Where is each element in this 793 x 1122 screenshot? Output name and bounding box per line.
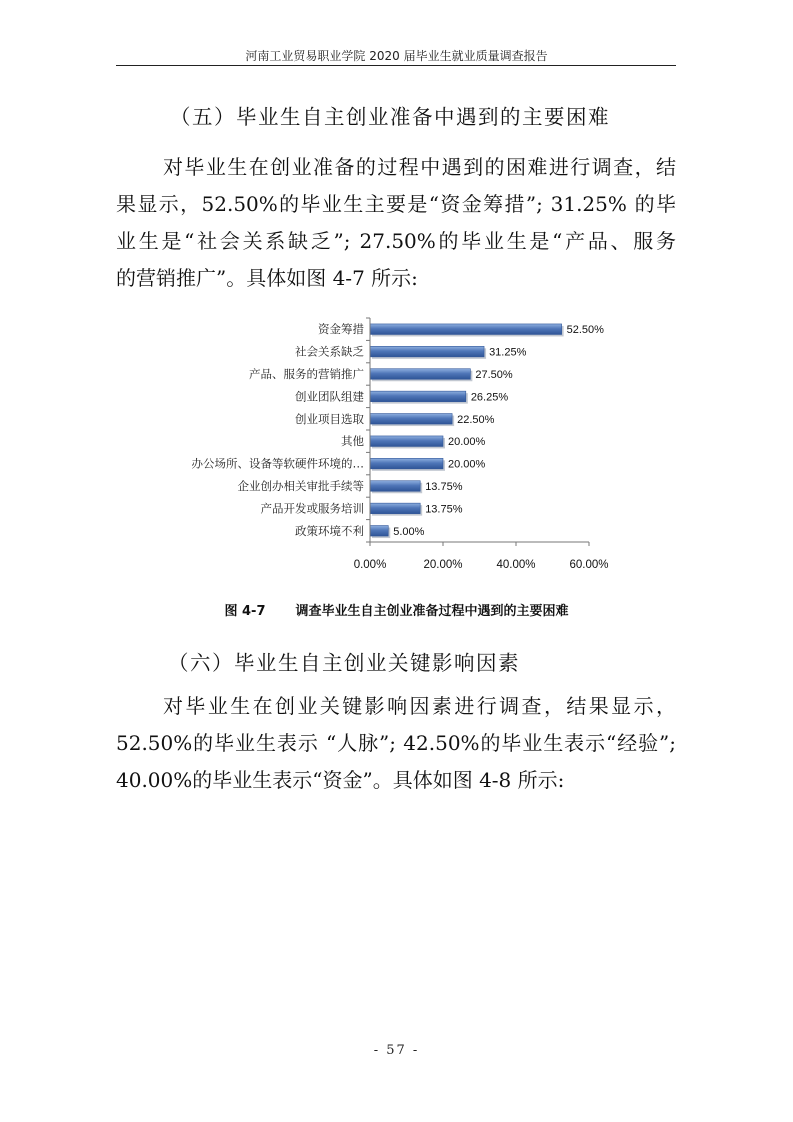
figure-caption-text: 调查毕业生自主创业准备过程中遇到的主要困难	[295, 604, 569, 619]
category-labels	[192, 322, 365, 538]
category-label: 产品开发或服务培训	[260, 501, 364, 516]
data-label: 27.50%	[475, 369, 513, 381]
paragraph-line: 对毕业生在创业准备的过程中遇到的困难进行调查，结	[163, 155, 676, 179]
category-label: 其他	[341, 434, 364, 449]
section-6-paragraph	[116, 688, 676, 799]
paragraph-line: 对毕业生在创业关键影响因素进行调查，结果显示，	[163, 694, 676, 718]
paragraph-line: 果显示，52.50%的毕业生主要是“资金筹措”; 31.25% 的毕	[116, 192, 676, 216]
x-tick-label: 20.00%	[423, 559, 463, 571]
figure-caption	[0, 600, 793, 619]
header-title: 河南工业贸易职业学院 2020 届毕业生就业质量调查报告	[245, 49, 548, 63]
x-axis	[354, 542, 609, 571]
data-label: 13.75%	[425, 503, 463, 516]
category-label: 产品、服务的营销推广	[249, 367, 364, 381]
bar	[370, 391, 466, 402]
data-label: 22.50%	[457, 413, 495, 426]
paragraph-line: 40.00%的毕业生表示“资金”。具体如图 4-8 所示:	[116, 768, 565, 792]
section-5-paragraph	[116, 149, 676, 297]
bar	[370, 324, 562, 335]
section-5-heading: （五）毕业生自主创业准备中遇到的主要困难	[170, 105, 610, 129]
bar	[370, 458, 443, 469]
bar	[370, 346, 484, 357]
figure-number: 图 4-7	[224, 604, 266, 619]
category-label: 企业创办相关审批手续等	[237, 479, 364, 493]
data-label: 20.00%	[448, 436, 486, 449]
paragraph-line: 业生是“社会关系缺乏”; 27.50%的毕业生是“产品、服务	[116, 229, 676, 253]
bar	[370, 414, 452, 425]
x-tick-label: 0.00%	[353, 559, 387, 571]
header-divider	[116, 65, 676, 66]
data-label: 52.50%	[566, 324, 604, 337]
bar	[370, 436, 443, 447]
paragraph-line: 的营销推广”。具体如图 4-7 所示:	[116, 266, 418, 290]
x-tick-label: 40.00%	[496, 559, 536, 571]
data-label: 31.25%	[489, 346, 527, 359]
bar	[370, 526, 388, 537]
category-label: 创业项目选取	[295, 411, 364, 426]
data-label: 5.00%	[393, 525, 425, 538]
bar	[370, 369, 470, 380]
category-label: 资金筹措	[318, 322, 364, 337]
data-label: 20.00%	[448, 458, 486, 471]
data-label: 26.25%	[470, 391, 509, 404]
bar	[370, 481, 420, 492]
paragraph-line: 52.50%的毕业生表示 “人脉”; 42.50%的毕业生表示“经验”;	[116, 731, 676, 755]
category-label: 创业团队组建	[295, 389, 364, 404]
chart-bars	[370, 324, 564, 538]
y-axis	[366, 318, 370, 542]
page-number: - 57 -	[373, 1043, 420, 1058]
data-label: 13.75%	[425, 481, 463, 493]
category-label: 政策环境不利	[295, 523, 364, 538]
bar-chart	[160, 308, 640, 576]
bar	[370, 503, 420, 514]
x-tick-label: 60.00%	[569, 559, 609, 571]
category-label: 社会关系缺乏	[295, 344, 364, 359]
category-label: 办公场所、设备等软硬件环境的…	[191, 456, 364, 471]
section-6-heading: （六）毕业生自主创业关键影响因素	[168, 651, 520, 675]
